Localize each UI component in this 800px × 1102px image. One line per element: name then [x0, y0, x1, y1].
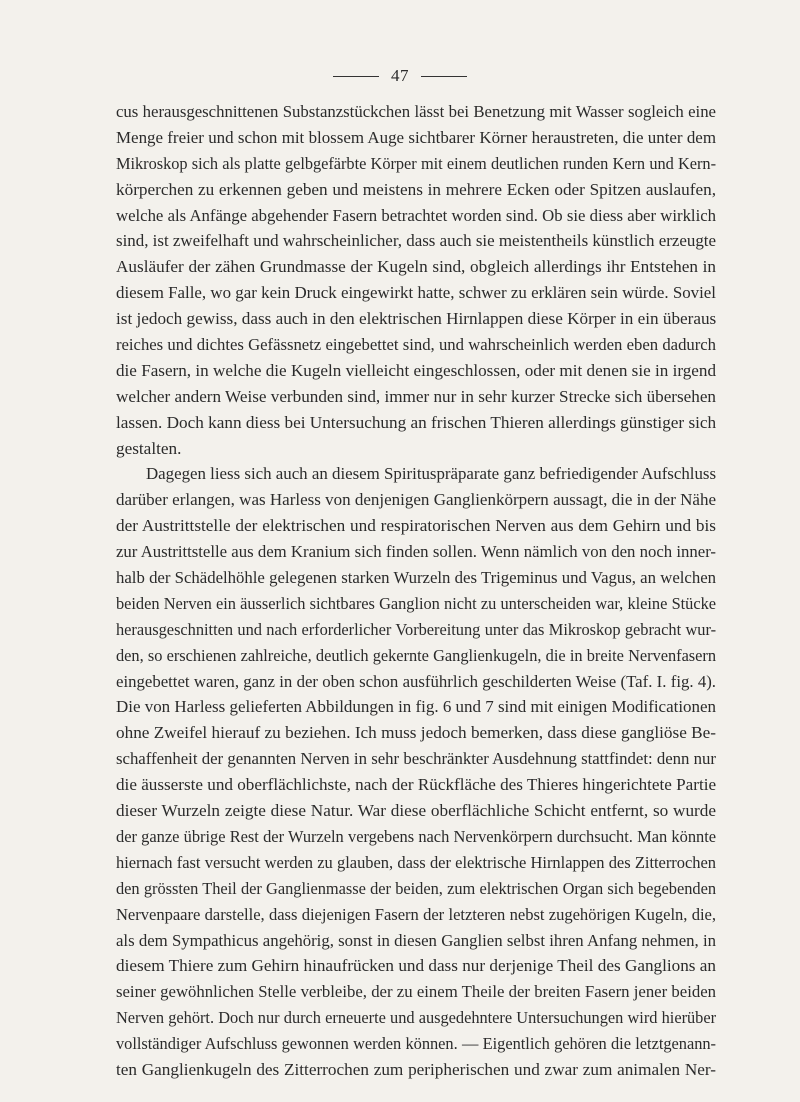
text-line: herausgeschnitten und nach erforderlicher Vorbereitung unter das Mikroskop gebracht wur-	[116, 619, 716, 639]
text-line: Die von Harless gelieferten Abbildungen in fig. 6 und 7 sind mit einigen Modificationen	[116, 697, 716, 717]
page-number: 47	[391, 66, 409, 85]
text-line: beiden Nerven ein äusserlich sichtbares Ganglion nicht zu unterscheiden war, kleine Stücke	[116, 593, 716, 613]
text-line: die äusserste und oberflächlichste, nach der Rückfläche des Thieres hingerichtete Partie	[116, 775, 717, 795]
body-text	[116, 99, 716, 1083]
text-line: Ausläufer der zähen Grundmasse der Kugeln sind, obgleich allerdings ihr Entstehen in	[116, 257, 716, 277]
text-line: diesem Thiere zum Gehirn hinaufrücken und dass nur derjenige Theil des Ganglions an	[116, 956, 716, 976]
text-line: als dem Sympathicus angehörig, sonst in diesen Ganglien selbst ihren Anfang nehmen, in	[116, 930, 716, 950]
text-line: vollständiger Aufschluss gewonnen werden können. — Eigentlich gehören die letztgenann-	[116, 1034, 716, 1054]
text-line: ohne Zweifel hierauf zu beziehen. Ich muss jedoch bemerken, dass diese gangliöse Be-	[116, 723, 716, 743]
text-line: halb der Schädelhöhle gelegenen starken Wurzeln des Trigeminus und Vagus, an welchen	[116, 568, 716, 588]
page-header	[0, 66, 800, 86]
header-rule-right	[421, 76, 467, 77]
text-line: darüber erlangen, was Harless von denjenigen Ganglienkörpern aussagt, die in der Nähe	[116, 490, 716, 510]
text-line: sind, ist zweifelhaft und wahrscheinlicher, dass auch sie meistentheils künstlich erzeugte	[116, 231, 716, 251]
header-rule-left	[333, 76, 379, 77]
text-line: den, so erschienen zahlreiche, deutlich gekernte Ganglienkugeln, die in breite Nervenfasern	[116, 645, 716, 665]
text-line: die Fasern, in welche die Kugeln vielleicht eingeschlossen, oder mit denen sie in irgend	[116, 360, 716, 380]
text-line: den grössten Theil der Ganglienmasse der beiden, zum elektrischen Organ sich begebenden	[116, 878, 716, 898]
text-line: reiches und dichtes Gefässnetz eingebettet sind, und wahrscheinlich werden eben dadurch	[116, 335, 716, 355]
text-line: schaffenheit der genannten Nerven in sehr beschränkter Ausdehnung stattfindet: denn nur	[116, 749, 716, 769]
text-line: dieser Wurzeln zeigte diese Natur. War diese oberflächliche Schicht entfernt, so wurde	[116, 801, 716, 821]
text-line: welche als Anfänge abgehender Fasern betrachtet worden sind. Ob sie diess aber wirklich	[116, 205, 716, 225]
text-line: Menge freier und schon mit blossem Auge sichtbarer Körner heraustreten, die unter dem	[116, 127, 716, 147]
text-line: hiernach fast versucht werden zu glauben, dass der elektrische Hirnlappen des Zitterrochen	[116, 852, 716, 872]
text-line: körperchen zu erkennen geben und meistens in mehrere Ecken oder Spitzen auslaufen,	[116, 179, 716, 199]
text-line: zur Austrittstelle aus dem Kranium sich finden sollen. Wenn nämlich von den noch inner-	[116, 542, 716, 562]
text-line: diesem Falle, wo gar kein Druck eingewirkt hatte, schwer zu erklären sein würde. Soviel	[116, 283, 716, 303]
text-line: eingebettet waren, ganz in der oben schon ausführlich geschilderten Weise (Taf. I. fig. 4).	[116, 671, 716, 691]
text-line: cus herausgeschnittenen Substanzstückchen lässt bei Benetzung mit Wasser sogleich eine	[116, 102, 716, 121]
text-line: der ganze übrige Rest der Wurzeln vergebens nach Nervenkörpern durchsucht. Man könnte	[116, 826, 716, 846]
text-line: lassen. Doch kann diess bei Untersuchung an frischen Thieren allerdings günstiger sich	[116, 412, 717, 432]
paragraph-start-line: Dagegen liess sich auch an diesem Spirituspräparate ganz befriedigender Aufschluss	[146, 464, 716, 484]
text-line: Nervenpaare darstelle, dass diejenigen Fasern der letzteren nebst zugehörigen Kugeln, die,	[116, 904, 716, 924]
text-line: der Austrittstelle der elektrischen und respiratorischen Nerven aus dem Gehirn und bis	[116, 516, 716, 536]
text-line: welcher andern Weise verbunden sind, immer nur in sehr kurzer Strecke sich übersehen	[116, 386, 716, 406]
text-line: Nerven gehört. Doch nur durch erneuerte und ausgedehntere Untersuchungen wird hierüber	[116, 1008, 716, 1028]
text-line: Mikroskop sich als platte gelbgefärbte Körper mit einem deutlichen runden Kern und Kern-	[116, 153, 716, 173]
paragraph-end-line: gestalten.	[116, 438, 182, 458]
text-line: ist jedoch gewiss, dass auch in den elektrischen Hirnlappen diese Körper in ein überaus	[116, 309, 717, 329]
text-line: seiner gewöhnlichen Stelle verbleibe, der zu einem Theile der breiten Fasern jener beiden	[116, 982, 716, 1002]
text-line: ten Ganglienkugeln des Zitterrochen zum peripherischen und zwar zum animalen Ner-	[116, 1059, 716, 1079]
